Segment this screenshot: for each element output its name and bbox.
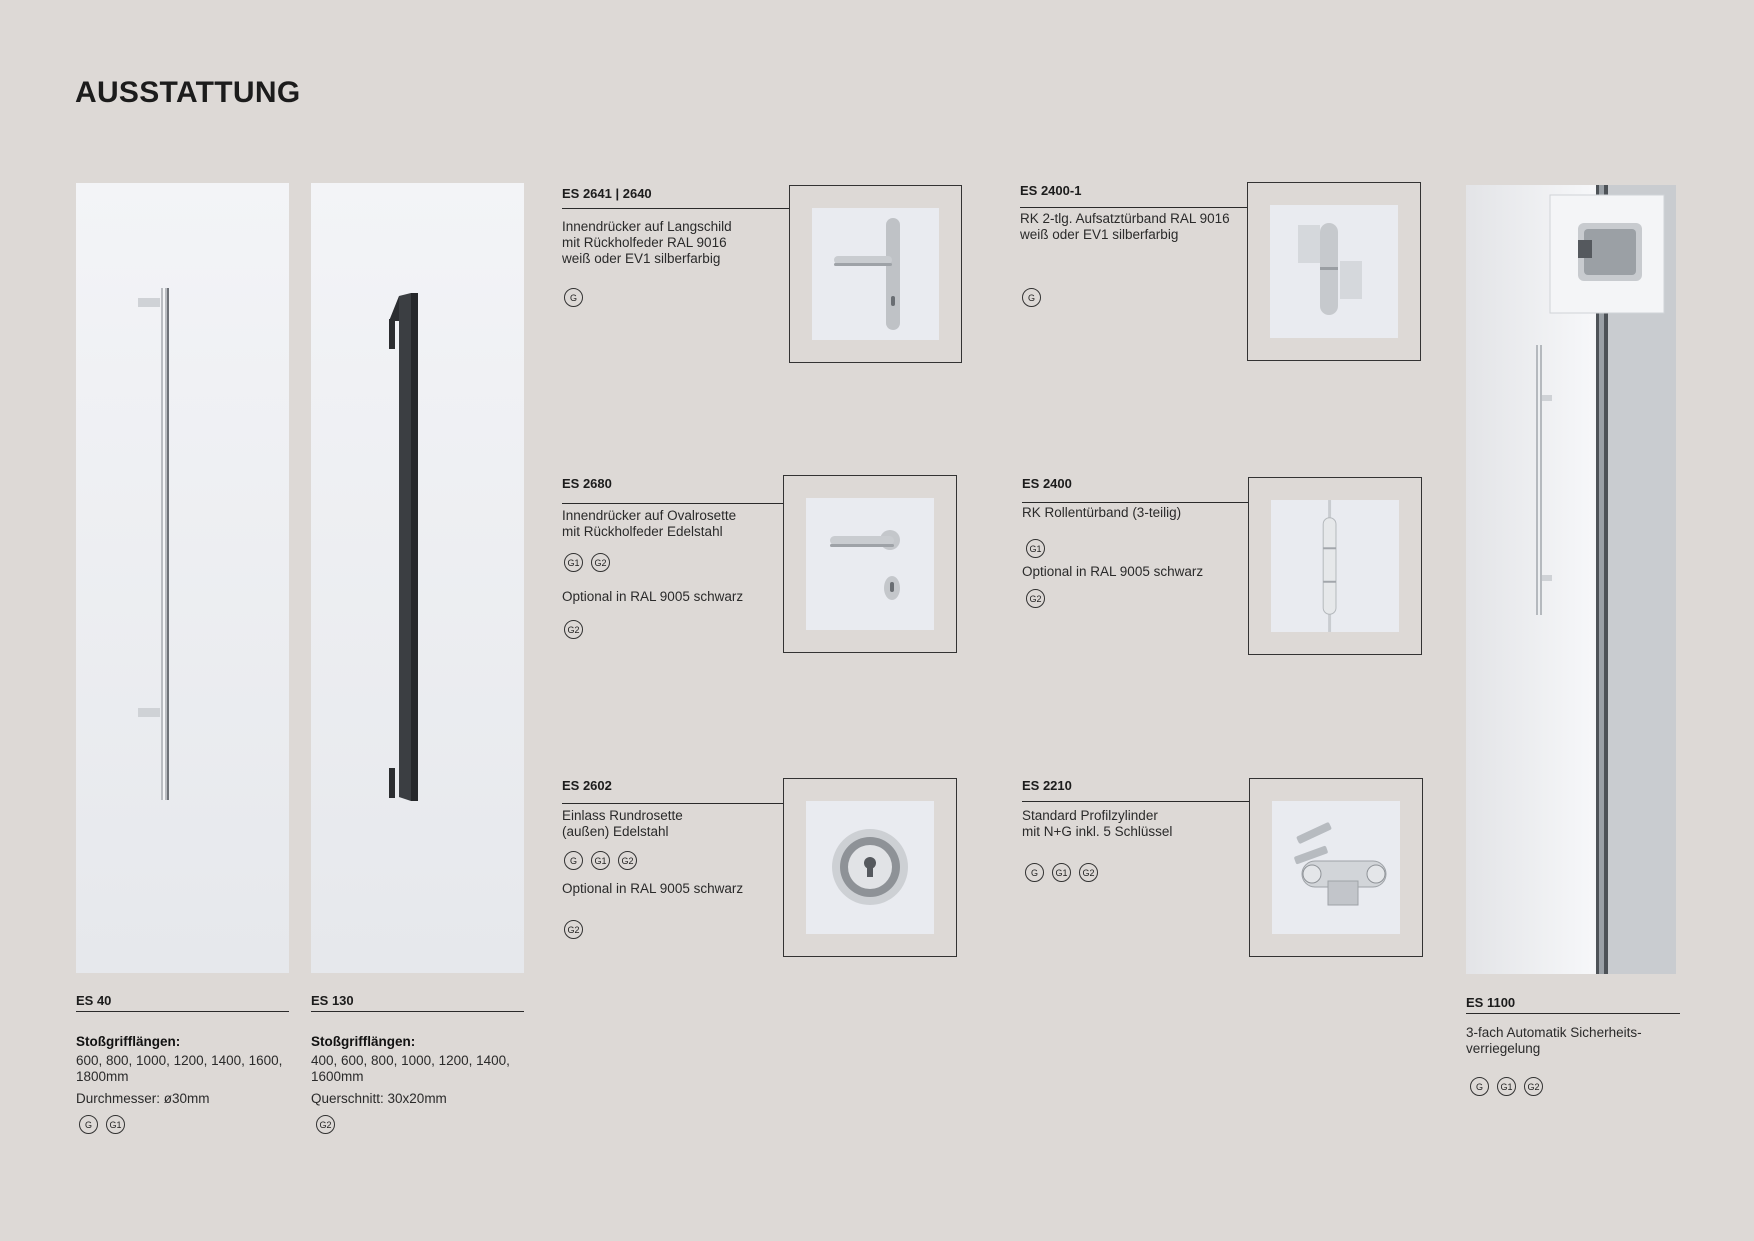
es2400-image-frame [1248, 477, 1422, 655]
es2400-optional: Optional in RAL 9005 schwarz [1022, 564, 1204, 579]
es2641-image-frame [789, 185, 962, 363]
es130-lengths: 400, 600, 800, 1000, 1200, 1400, 1600mm [311, 1053, 510, 1084]
es1100-door-photo [1466, 185, 1676, 974]
es130-code: ES 130 [311, 993, 354, 1008]
es130-cross-section: Querschnitt: 30x20mm [311, 1091, 447, 1106]
es2210-code: ES 2210 [1022, 778, 1072, 793]
badge-g2: G2 [1079, 863, 1098, 882]
es2400-description: RK Rollentürband (3-teilig) [1022, 505, 1182, 520]
es1100-code: ES 1100 [1466, 995, 1516, 1010]
es40-lengths-label: Stoßgrifflängen: [76, 1034, 181, 1049]
es2680-code: ES 2680 [562, 476, 612, 491]
es2602-optional-badges [564, 920, 583, 939]
es2400-photo [1271, 500, 1399, 632]
badge-g1: G1 [106, 1115, 125, 1134]
es2400-optional-badges [1026, 589, 1045, 608]
es2210-description: Standard Profilzylinder mit N+G inkl. 5 Schlüssel [1022, 808, 1173, 839]
es1100-description: 3-fach Automatik Sicherheits- verriegelung [1466, 1025, 1642, 1056]
badge-g: G [564, 851, 583, 870]
es40-handle-photo [76, 183, 289, 973]
es2210-badges [1025, 863, 1098, 882]
es2400-1-code: ES 2400-1 [1020, 183, 1082, 198]
page-title: AUSSTATTUNG [75, 76, 301, 109]
es2400-1-photo [1270, 205, 1398, 338]
es2400-1-divider [1020, 207, 1248, 208]
es130-divider [311, 1011, 524, 1012]
badge-g: G [79, 1115, 98, 1134]
es2400-1-badges [1022, 288, 1041, 307]
badge-g2: G2 [1524, 1077, 1543, 1096]
es40-lengths: 600, 800, 1000, 1200, 1400, 1600, 1800mm [76, 1053, 283, 1084]
es2680-optional-badges [564, 620, 583, 639]
badge-g1: G1 [1052, 863, 1071, 882]
es2641-description: Innendrücker auf Langschild mit Rückholfeder RAL 9016 weiß oder EV1 silberfarbig [562, 219, 732, 266]
es130-badges [316, 1115, 335, 1134]
es2680-photo [806, 498, 934, 630]
badge-g: G [1022, 288, 1041, 307]
es40-code: ES 40 [76, 993, 112, 1008]
es2210-divider [1022, 801, 1250, 802]
es2210-photo [1272, 801, 1400, 934]
es2641-photo [812, 208, 939, 340]
es2400-divider [1022, 502, 1248, 503]
es2602-image-frame [783, 778, 957, 957]
es1100-badges [1470, 1077, 1543, 1096]
es2641-badges [564, 288, 583, 307]
badge-g: G [1025, 863, 1044, 882]
es2680-image-frame [783, 475, 957, 653]
es1100-divider [1466, 1013, 1680, 1014]
es2680-optional: Optional in RAL 9005 schwarz [562, 589, 744, 604]
es40-diameter: Durchmesser: ø30mm [76, 1091, 210, 1106]
es2641-code: ES 2641 | 2640 [562, 186, 652, 201]
badge-g2: G2 [591, 553, 610, 572]
es2400-code: ES 2400 [1022, 476, 1072, 491]
es40-badges [79, 1115, 125, 1134]
es2602-optional: Optional in RAL 9005 schwarz [562, 881, 744, 896]
es2602-divider [562, 803, 784, 804]
badge-g2: G2 [618, 851, 637, 870]
badge-g: G [1470, 1077, 1489, 1096]
badge-g1: G1 [591, 851, 610, 870]
badge-g2: G2 [316, 1115, 335, 1134]
es130-handle-photo [311, 183, 524, 973]
es2400-1-description: RK 2-tlg. Aufsatztürband RAL 9016 weiß oder EV1 silberfarbig [1020, 211, 1230, 242]
badge-g1: G1 [1026, 539, 1045, 558]
es2210-image-frame [1249, 778, 1423, 957]
badge-g1: G1 [564, 553, 583, 572]
es2680-description: Innendrücker auf Ovalrosette mit Rückholfeder Edelstahl [562, 508, 737, 539]
es2400-badges [1026, 539, 1045, 558]
es2602-description: Einlass Rundrosette (außen) Edelstahl [562, 808, 683, 839]
es2680-badges [564, 553, 610, 572]
es2400-1-image-frame [1247, 182, 1421, 361]
es2602-code: ES 2602 [562, 778, 612, 793]
badge-g2: G2 [1026, 589, 1045, 608]
badge-g1: G1 [1497, 1077, 1516, 1096]
es2602-badges [564, 851, 637, 870]
es2641-divider [562, 208, 790, 209]
es130-lengths-label: Stoßgrifflängen: [311, 1034, 416, 1049]
badge-g2: G2 [564, 920, 583, 939]
badge-g2: G2 [564, 620, 583, 639]
badge-g: G [564, 288, 583, 307]
es40-divider [76, 1011, 289, 1012]
es2602-photo [806, 801, 934, 934]
es2680-divider [562, 503, 784, 504]
